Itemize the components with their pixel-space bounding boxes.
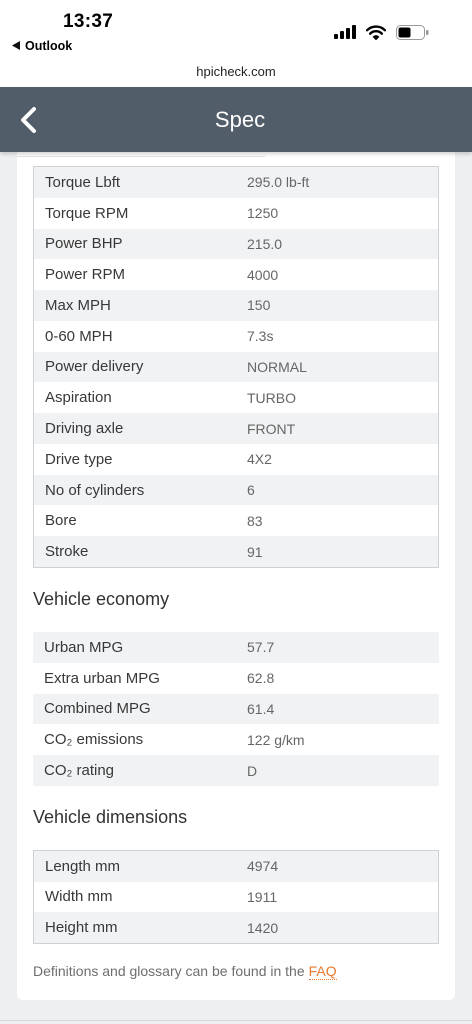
row-label: No of cylinders bbox=[45, 481, 145, 499]
faq-link[interactable]: FAQ bbox=[308, 963, 337, 979]
row-extra-urban-mpg bbox=[33, 663, 439, 694]
row-value: 4000 bbox=[247, 266, 279, 283]
row-value: 6 bbox=[247, 482, 255, 499]
row-power-delivery bbox=[34, 352, 438, 383]
row-label: Height mm bbox=[45, 919, 118, 937]
bottom-divider bbox=[0, 1020, 472, 1021]
row-value: 150 bbox=[247, 297, 271, 314]
row-value: FRONT bbox=[247, 420, 296, 437]
economy-heading: Vehicle economy bbox=[33, 589, 170, 609]
row-value: 91 bbox=[247, 543, 263, 560]
row-label: Driving axle bbox=[45, 420, 124, 437]
row-label: Length mm bbox=[45, 857, 121, 875]
row-value: 4X2 bbox=[247, 451, 272, 468]
row-value: 295.0 lb-ft bbox=[247, 174, 310, 191]
row-label: Bore bbox=[45, 512, 77, 530]
row-value: 122 g/km bbox=[247, 731, 305, 748]
page-header bbox=[0, 87, 472, 152]
row-value: 83 bbox=[247, 512, 263, 529]
row-value: 1420 bbox=[247, 919, 279, 936]
cellular-signal-icon bbox=[334, 25, 358, 39]
row-value: 7.3s bbox=[247, 328, 274, 345]
row-width-mm bbox=[34, 882, 438, 913]
row-drive-type bbox=[34, 444, 438, 475]
economy-table bbox=[33, 632, 439, 786]
row-max-mph bbox=[34, 290, 438, 321]
row-value: TURBO bbox=[247, 389, 296, 406]
row-label: Width mm bbox=[45, 888, 113, 906]
dimensions-table bbox=[33, 850, 439, 944]
row-label: Power delivery bbox=[45, 358, 144, 376]
row-stroke bbox=[34, 536, 438, 567]
back-to-app-link[interactable] bbox=[12, 38, 72, 53]
row-label: Combined MPG bbox=[44, 700, 151, 718]
section-divider bbox=[17, 156, 265, 157]
row-co2-emissions bbox=[33, 724, 439, 755]
status-bar bbox=[0, 0, 472, 60]
glossary-note bbox=[33, 962, 337, 980]
address-bar[interactable]: hpicheck.com bbox=[0, 60, 472, 87]
glossary-note-text: Definitions and glossary can be found in the bbox=[33, 963, 305, 979]
row-length-mm bbox=[34, 851, 438, 882]
row-value: 1911 bbox=[247, 888, 278, 905]
row-value: 215.0 bbox=[247, 235, 283, 252]
row-power-rpm bbox=[34, 259, 438, 290]
row-power-bhp bbox=[34, 229, 438, 260]
row-co2-rating bbox=[33, 755, 439, 786]
row-label: Power BHP bbox=[45, 235, 123, 253]
row-torque-lbft bbox=[34, 167, 438, 198]
row-aspiration bbox=[34, 382, 438, 413]
row-value: 4974 bbox=[247, 858, 279, 875]
dimensions-heading: Vehicle dimensions bbox=[33, 807, 188, 827]
row-0-60-mph bbox=[34, 321, 438, 352]
row-value: 1250 bbox=[247, 205, 279, 222]
row-label: CO₂ rating bbox=[44, 762, 115, 780]
row-combined-mpg bbox=[33, 694, 439, 725]
row-label: Torque Lbft bbox=[45, 173, 121, 191]
row-label: Urban MPG bbox=[44, 638, 124, 656]
back-app-label: Outlook bbox=[25, 38, 73, 53]
row-value: D bbox=[247, 762, 258, 779]
row-label: CO₂ emissions bbox=[44, 731, 144, 749]
row-torque-rpm bbox=[34, 198, 438, 229]
row-value: NORMAL bbox=[247, 358, 307, 375]
page-title: Spec bbox=[214, 107, 266, 132]
battery-level-fill bbox=[399, 27, 411, 37]
row-urban-mpg bbox=[33, 632, 439, 663]
row-label: 0-60 MPH bbox=[45, 327, 113, 345]
row-label: Torque RPM bbox=[45, 204, 129, 222]
back-triangle-icon bbox=[12, 41, 20, 50]
row-value: 61.4 bbox=[247, 700, 275, 717]
wifi-icon bbox=[366, 25, 386, 40]
row-bore bbox=[34, 505, 438, 536]
status-time: 13:37 bbox=[63, 11, 114, 32]
row-value: 62.8 bbox=[247, 670, 275, 687]
row-label: Stroke bbox=[45, 543, 89, 561]
row-label: Aspiration bbox=[45, 389, 112, 407]
row-height-mm bbox=[34, 912, 438, 943]
row-label: Extra urban MPG bbox=[44, 669, 160, 687]
row-label: Max MPH bbox=[45, 296, 111, 314]
battery-icon bbox=[396, 25, 430, 40]
performance-table bbox=[33, 166, 439, 568]
status-icons bbox=[334, 24, 434, 40]
row-label: Drive type bbox=[45, 450, 113, 468]
row-no-of-cylinders bbox=[34, 475, 438, 506]
row-driving-axle bbox=[34, 413, 438, 444]
row-label: Power RPM bbox=[45, 266, 126, 284]
row-value: 57.7 bbox=[247, 639, 275, 656]
